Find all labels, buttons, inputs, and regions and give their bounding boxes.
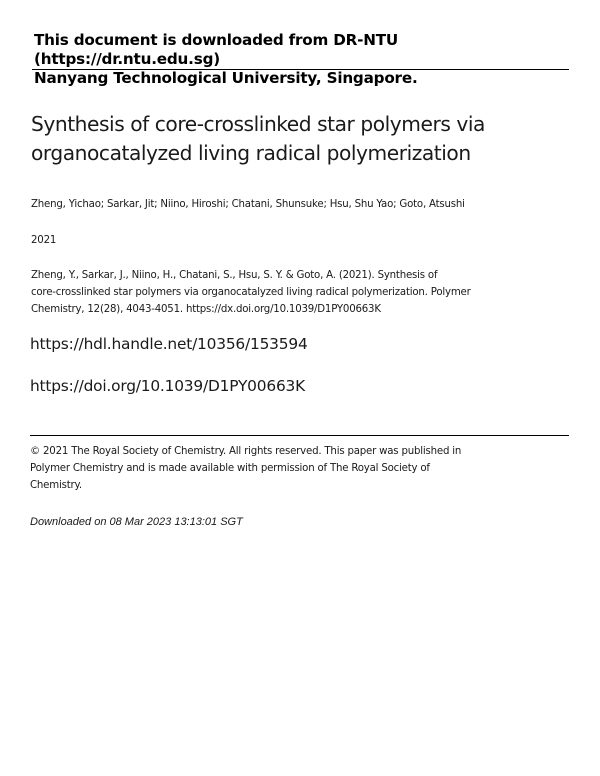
handle-link[interactable]: https://hdl.handle.net/10356/153594 bbox=[30, 335, 308, 353]
rights-line-2: Polymer Chemistry and is made available with permission of The Royal Society of bbox=[30, 463, 430, 474]
title-line-2: organocatalyzed living radical polymerization bbox=[31, 141, 471, 165]
rights-line-3: Chemistry. bbox=[30, 480, 82, 491]
rights-statement bbox=[30, 443, 478, 494]
paper-title bbox=[31, 110, 551, 168]
section-divider bbox=[30, 435, 569, 436]
header-divider bbox=[32, 69, 569, 70]
citation bbox=[31, 267, 499, 318]
author-list: Zheng, Yichao; Sarkar, Jit; Niino, Hiroshi; Chatani, Shunsuke; Hsu, Shu Yao; Goto, Atsushi bbox=[31, 199, 465, 210]
citation-line-3: Chemistry, 12(28), 4043-4051. https://dx.doi.org/10.1039/D1PY00663K bbox=[31, 304, 381, 315]
title-line-1: Synthesis of core-crosslinked star polymers via bbox=[31, 112, 485, 136]
download-timestamp: Downloaded on 08 Mar 2023 13:13:01 SGT bbox=[30, 516, 243, 528]
citation-line-1: Zheng, Y., Sarkar, J., Niino, H., Chatani, S., Hsu, S. Y. & Goto, A. (2021). Synthesis of bbox=[31, 270, 438, 281]
rights-line-1: © 2021 The Royal Society of Chemistry. All rights reserved. This paper was published in bbox=[30, 446, 462, 457]
citation-line-2: core-crosslinked star polymers via organocatalyzed living radical polymerization. Polymer bbox=[31, 287, 471, 298]
publication-year: 2021 bbox=[31, 235, 57, 246]
header-line-2: Nanyang Technological University, Singapore. bbox=[34, 69, 418, 87]
header-line-1: This document is downloaded from DR-NTU (https://dr.ntu.edu.sg) bbox=[34, 31, 399, 68]
doi-link[interactable]: https://doi.org/10.1039/D1PY00663K bbox=[30, 377, 306, 395]
repository-header bbox=[34, 31, 570, 88]
